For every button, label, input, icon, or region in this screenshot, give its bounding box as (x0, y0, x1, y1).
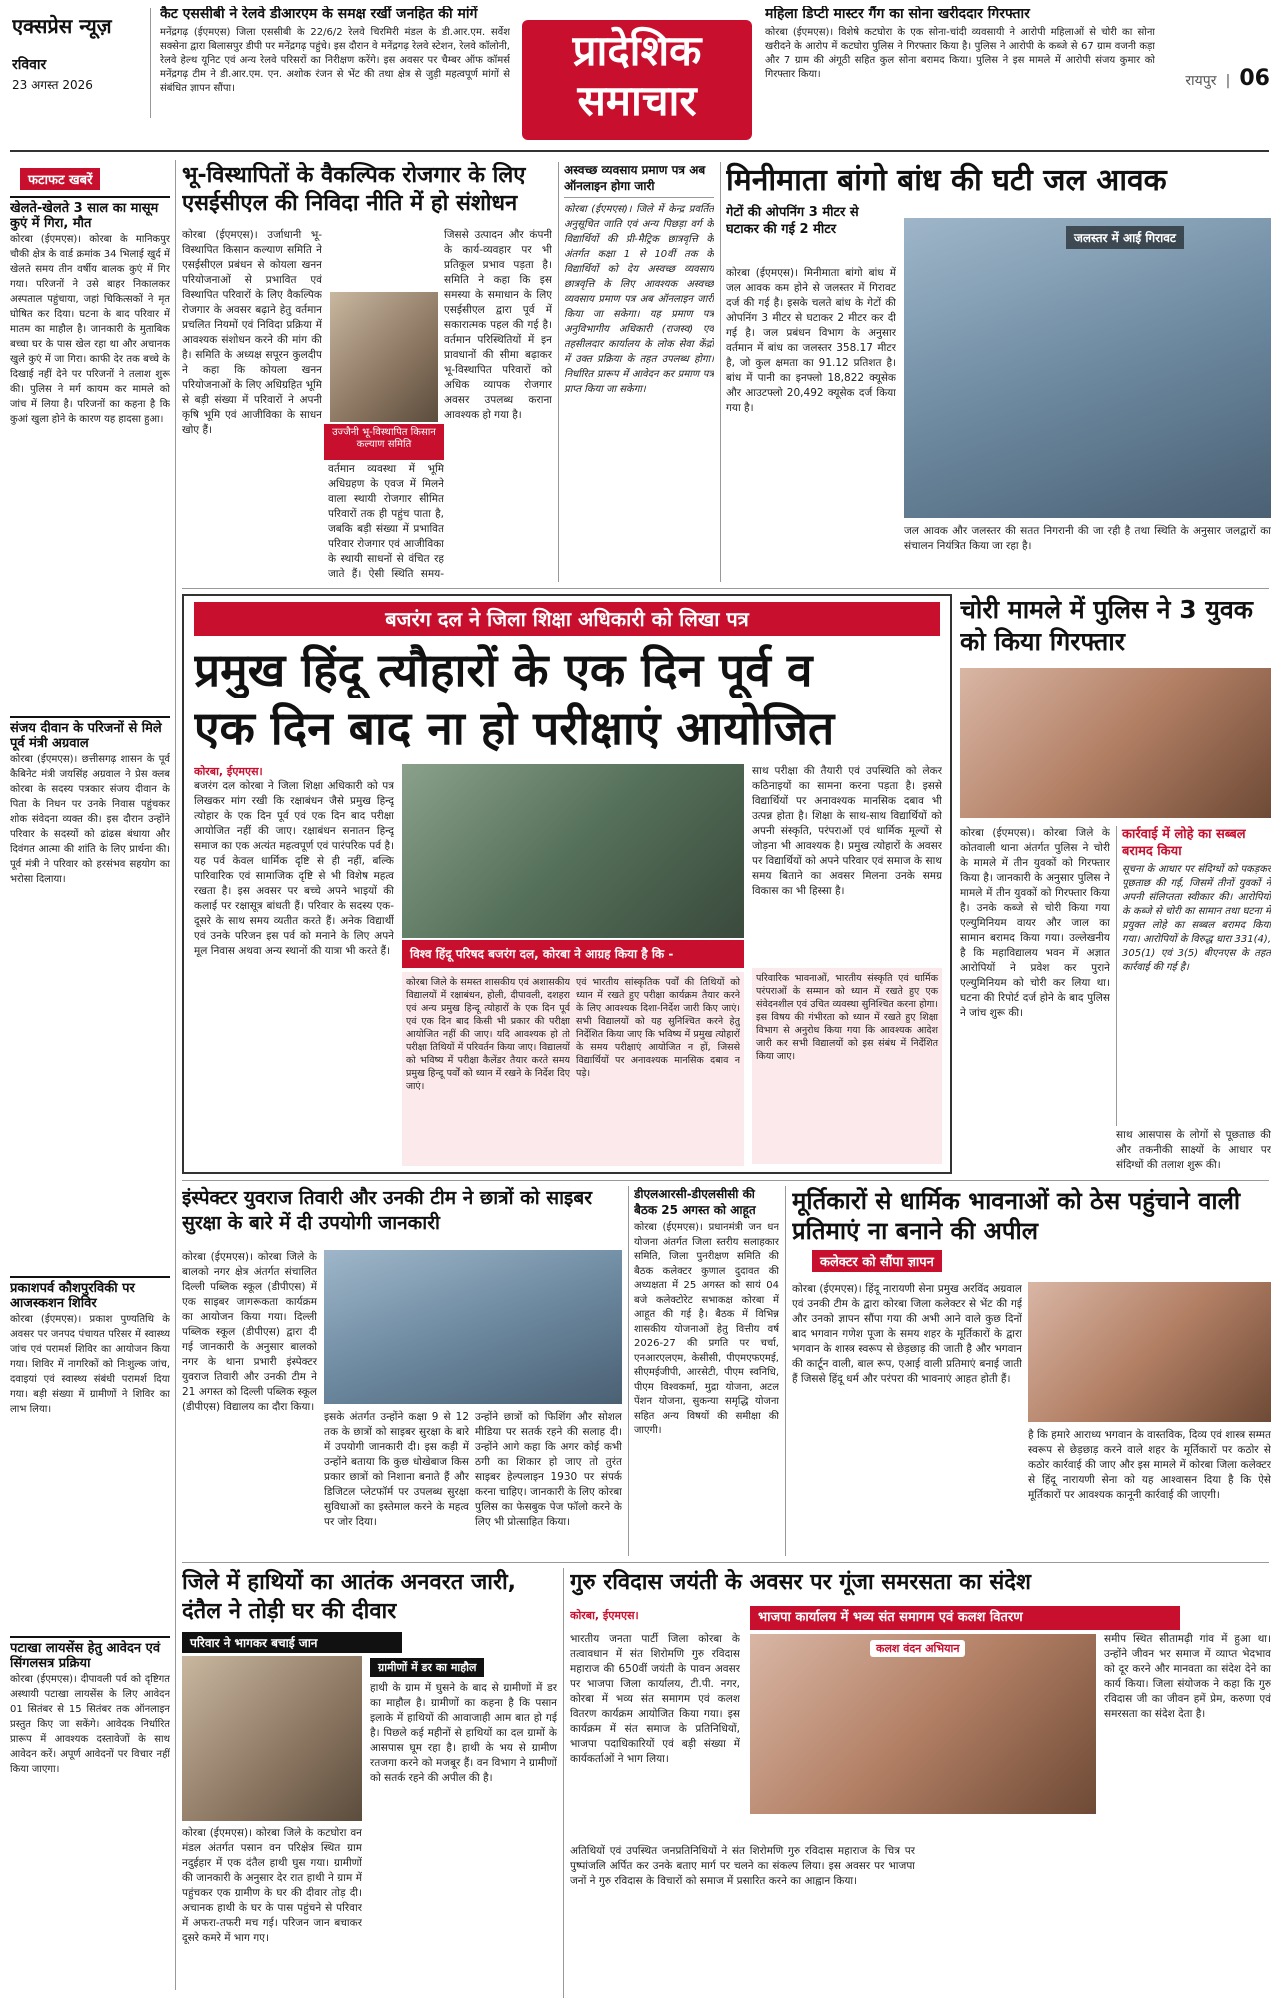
guru-photo (750, 1634, 1096, 1814)
left-story-4-headline: पटाखा लायसेंस हेतु आवेदन एवं सिंगलसत्र प्रक्रिया (10, 1636, 170, 1672)
top-right-body: कोरबा (ईएमएस)। विशेषे कटघोरा के एक सोना-चांदी व्यवसायी ने आरोपी महिलाओं से चोरी का सोना खरीदने के आरोप में कटघोरा पुलिस ने गिरफ्तार किया है। पुलिस ने आरोपी के कब्जे से 67 ग्राम वजनी कड़ा और 7 ग्राम की अंगूठी सहित कुल सोना बरामद किया। पुलिस ने इस मामले में आरोपी संजय कुमार को गिरफ्तार किया। (765, 27, 1155, 81)
dam-photo (904, 218, 1271, 518)
cyber-body-1: कोरबा (ईएमएस)। कोरबा जिले के बालको नगर क्षेत्र अंतर्गत संचालित दिल्ली पब्लिक स्कूल (डीपीएस) में एक साइबर जागरूकता कार्यक्रम का आयोजन किया गया। दिल्ली पब्लिक स्कूल (डीपीएस) द्वारा दी गई जानकारी के अनुसार बालको नगर के थाना प्रभारी इंस्पेक्टर युवराज तिवारी और उनकी टीम ने 21 अगस्त को दिल्ली पब्लिक स्कूल (डीपीएस) विद्यालय का दौरा किया। (182, 1251, 317, 1413)
top-left-headline: कैट एससीबी ने रेलवे डीआरएम के समक्ष रखीं जनहित की मांगें (160, 6, 478, 22)
left-story-2-body: कोरबा (ईएमएस)। छत्तीसगढ़ शासन के पूर्व कैबिनेट मंत्री जयसिंह अग्रवाल ने प्रेस क्लब कोरबा के सदस्य पत्रकार संजय दीवान के पिता के निधन पर उनके निवास पहुंचकर शोक संवेदना व्यक्त की। इस दौरान उन्होंने परिवार के सदस्यों को ढांढस बंधाया और दिवंगत आत्मा की शांति के लिए प्रार्थना की। पूर्व मंत्री ने परिवार को हरसंभव सहयोग का भरोसा दिलाया। (10, 753, 170, 885)
story-bank-meeting (634, 1186, 779, 1556)
section-title-2: समाचार (577, 76, 697, 125)
story-displaced-body-3: जिससे उत्पादन और कंपनी के कार्य-व्यवहार पर भी प्रतिकूल प्रभाव पड़ता है। समिति ने कहा कि इस समस्या के समाधान के लिए एसईसीएल द्वारा पूर्व में सकारात्मक पहल की गई है। वर्तमान परिस्थितियों में इन प्रावधानों की सीमा बढ़ाकर भू-विस्थापित परिवारों को अधिक व्यापक रोजगार अवसर उपलब्ध कराना आवश्यक हो गया है। (444, 229, 552, 421)
elephant-subhead: ग्रामीणों में डर का माहौल (370, 1658, 484, 1677)
lead-story (182, 594, 952, 1174)
dam-headline: मिनीमाता बांगो बांध की घटी जल आवक (726, 163, 1167, 198)
leader-photo-caption: उज्जैनी भू-विस्थापित किसान कल्याण समिति (324, 424, 444, 460)
idol-body-1: कोरबा (ईएमएस)। हिंदू नारायणी सेना प्रमुख अरविंद अग्रवाल एवं उनकी टीम के द्वारा कोरबा जिला कलेक्टर से भेंट की गई और उनको ज्ञापन सौंपा गया की अभी आने वाले कुछ दिनों बाद भगवान गणेश पूजा के समय शहर के मूर्तिकारों के द्वारा भगवान के शास्त्र स्वरूप से छेड़छाड़ की जाती है और भगवान की कार्टून वाली, बाल रूप, एआई वाली प्रतिमाएं बनाई जाती हैं जिससे हिंदू धर्म और परंपरा की भावनाएं आहत होती हैं। (792, 1283, 1022, 1385)
story-certificate-online (564, 162, 714, 582)
left-story-3-headline: प्रकाशपर्व कौशपुरविकी पर आजस्कशन शिविर (10, 1276, 170, 1312)
lead-photo-caption: विश्व हिंदू परिषद बजरंग दल, कोरबा ने आग्रह किया है कि - (402, 940, 744, 968)
certificate-body: कोरबा (ईएमएस)। जिले में केन्द्र प्रवर्तित अनुसूचित जाति एवं अन्य पिछड़ा वर्ग के विद्यार्थियों की प्री-मैट्रिक छात्रवृत्ति के अंतर्गत कक्षा 1 से 10वीं तक के विद्यार्थियों को देय अस्वच्छ व्यवसाय छात्रवृत्ति के लिए आवश्यक अस्वच्छ व्यवसाय प्रमाण पत्र अब ऑनलाइन जारी किया जा सकेगा। यह प्रमाण पत्र अनुविभागीय अधिकारी (राजस्व) एवं तहसीलदार कार्यालय के लोक सेवा केंद्रों में उक्त प्रक्रिया के तहत उपलब्ध होगा। निर्धारित प्रारूप में आवेदन कर प्रमाण पत्र प्राप्त किया जा सकेगा। (564, 204, 714, 395)
leader-photo (330, 292, 438, 422)
bank-meeting-body: कोरबा (ईएमएस)। प्रधानमंत्री जन धन योजना अंतर्गत जिला स्तरीय सलाहकार समिति, जिला पुनरीक्षण समिति की बैठक कलेक्टर कुणाल दुदावत की अध्यक्षता में 25 अगस्त को सायं 04 बजे कलेक्टोरेट सभाकक्ष कोरबा में आहूत की गई है। बैठक में विभिन्न शासकीय योजनाओं हेतु वित्तीय वर्ष 2026-27 की प्रगति पर चर्चा, एनआरएलएम, केसीसी, पीएमएफएमई, सीएमईजीपी, आरसेटी, पीएम स्वनिधि, पीएम विश्वकर्मा, मुद्रा योजना, अटल पेंशन योजना, सुकन्या समृद्धि योजना सहित अन्य विषयों की समीक्षा की जाएगी। (634, 1222, 779, 1436)
story-dam (726, 162, 1271, 582)
left-story-1-body: कोरबा (ईएमएस)। कोरबा के मानिकपुर चौकी क्षेत्र के वार्ड क्रमांक 34 भिलाई खुर्द में खेलते समय तीन वर्षीय बालक कुएं में गिर गया। परिजनों ने उसे बाहर निकालकर अस्पताल पहुंचाया, जहां चिकित्सकों ने मृत घोषित कर दिया। घटना के बाद परिवार में मातम का माहौल है। जानकारी के मुताबिक बच्चा घर के पास खेल रहा था और अचानक खुले कुएं में जा गिरा। काफी देर तक बच्चे के दिखाई नहीं देने पर परिजनों ने तलाश शुरू की। पुलिस ने मर्ग कायम कर मामले को जांच में लिया है। परिजनों का कहना है कि कुआं खुला होने के कारण यह हादसा हुआ। (10, 233, 170, 425)
lead-body-left: बजरंग दल कोरबा ने जिला शिक्षा अधिकारी को पत्र लिखकर मांग रखी कि रक्षाबंधन जैसे प्रमुख हिन्दू त्योहार के एक दिन पूर्व एवं एक दिन बाद परीक्षा आयोजित नहीं की जाए। रक्षाबंधन सनातन हिन्दू समाज का एक अत्यंत महत्वपूर्ण एवं पारंपरिक पर्व है। यह पर्व केवल धार्मिक दृष्टि से ही नहीं, बल्कि पारिवारिक एवं सामाजिक दृष्टि से भी विशेष महत्व रखता है। इस अवसर पर बच्चे अपने भाइयों की कलाई पर रक्षासूत्र बांधती हैं। परिवार के सदस्य एक-दूसरे के साथ समय व्यतीत करते हैं। अनेक विद्यार्थी एवं उनके परिजन इस पर्व को मनाने के लिए अपने मूल निवास अथवा अन्य स्थानों की यात्रा भी करते हैं। (194, 780, 394, 957)
theft-photo (960, 668, 1271, 818)
story-elephant (182, 1568, 557, 1998)
lead-headline-1: प्रमुख हिंदू त्यौहारों के एक दिन पूर्व व (194, 643, 813, 697)
theft-sidebar (1116, 826, 1271, 1126)
page-number: 06 (1239, 66, 1270, 91)
guru-body-3: समीप स्थित सीतामढ़ी गांव में हुआ था। उन्होंने जीवन भर समाज में व्याप्त भेदभाव को दूर करने और मानवता का संदेश देने का कार्य किया। जिला संयोजक ने कहा कि गुरु रविदास जी का जीवन हमें प्रेम, करुणा एवं समरसता का संदेश देता है। (1104, 1633, 1271, 1720)
elephant-headline: जिले में हाथियों का आतंक अनवरत जारी, दंतैल ने तोड़ी घर की दीवार (182, 1570, 517, 1624)
theft-headline: चोरी मामले में पुलिस ने 3 युवक को किया गिरफ्तार (960, 595, 1253, 656)
left-column (10, 160, 170, 2000)
issue-date: 23 अगस्त 2026 (12, 78, 93, 92)
lead-dateline: कोरबा, ईएमएस। (194, 765, 263, 778)
lead-headline-2: एक दिन बाद ना हो परीक्षाएं आयोजित (194, 701, 835, 755)
left-story-1-headline: खेलते-खेलते 3 साल का मासूम कुएं में गिरा, मौत (10, 196, 170, 232)
guru-headline: गुरु रविदास जयंती के अवसर पर गूंजा समरसता का संदेश (570, 1570, 1031, 1595)
dam-photo-caption: जलस्तर में आई गिरावट (1066, 226, 1184, 249)
left-story-2-headline: संजय दीवान के परिजनों से मिले पूर्व मंत्री अग्रवाल (10, 716, 170, 752)
masthead (0, 0, 1279, 160)
lead-body-right-2: परिवारिक भावनाओं, भारतीय संस्कृति एवं धार्मिक परंपराओं के सम्मान को ध्यान में रखते हुए एक संवेदनशील एवं उचित व्यवस्था सुनिश्चित करना होगा। इस विषय की गंभीरता को ध्यान में रखते हुए शिक्षा विभाग से अनुरोध किया गया कि आवश्यक आदेश जारी कर सभी विद्यालयों को इस संबंध में निर्देशित किया जाए। (752, 968, 942, 1164)
theft-sidebar-body: सूचना के आधार पर संदिग्धों को पकड़कर पूछताछ की गई, जिसमें तीनों युवकों ने अपनी संलिप्तता स्वीकार की। आरोपियों के कब्जे से चोरी का सामान तथा घटना में प्रयुक्त लोहे का सब्बल बरामद किया गया। आरोपियों के विरुद्ध धारा 331(4), 305(1) एवं 3(5) बीएनएस के तहत कार्रवाई की गई है। (1122, 864, 1271, 973)
idol-headline: मूर्तिकारों से धार्मिक भावनाओं को ठेस पहुंचाने वाली प्रतिमाएं ना बनाने की अपील (792, 1187, 1241, 1245)
section-banner (522, 20, 752, 140)
guru-body-2: अतिथियों एवं उपस्थित जनप्रतिनिधियों ने संत शिरोमणि गुरु रविदास महाराज के चित्र पर पुष्पांजलि अर्पित कर उनके बताए मार्ग पर चलने का संकल्प लिया। इस अवसर पर भाजपा जनों ने गुरु रविदास के विचारों को समाज में प्रसारित करने का आह्वान किया। (570, 1845, 915, 1887)
idol-tag: कलेक्टर को सौंपा ज्ञापन (812, 1250, 942, 1272)
story-idol-appeal (792, 1186, 1271, 1556)
cyber-headline: इंस्पेक्टर युवराज तिवारी और उनकी टीम ने छात्रों को साइबर सुरक्षा के बारे में दी उपयोगी जानकारी (182, 1187, 593, 1234)
dam-body-2: जल आवक और जलस्तर की सतत निगरानी की जा रही है तथा स्थिति के अनुसार जलद्वारों का संचालन नियंत्रित किया जा रहा है। (904, 525, 1271, 552)
idol-photo (1028, 1282, 1271, 1422)
guru-tag: भाजपा कार्यालय में भव्य संत समागम एवं कलश वितरण (750, 1606, 1180, 1630)
cyber-body-3: उन्होंने छात्रों को फिशिंग और सोशल मीडिया पर सतर्क रहने की सलाह दी। उन्होंने आगे कहा कि अगर कोई कभी ठगी का शिकार हो जाए तो तुरंत साइबर हेल्पलाइन 1930 पर संपर्क करना चाहिए। जानकारी के लिए कोरबा पुलिस का फेसबुक पेज फॉलो करने के लिए भी प्रोत्साहित किया। (475, 1411, 622, 1528)
elephant-tag: परिवार ने भागकर बचाई जान (182, 1632, 402, 1653)
elephant-right-column (370, 1656, 557, 1998)
top-right-story (765, 6, 1155, 126)
lead-right-column (752, 764, 942, 1166)
lead-body-right-1: साथ परीक्षा की तैयारी एवं उपस्थिति को लेकर कठिनाइयों का सामना करना पड़ता है। इससे विद्यार्थियों पर अनावश्यक मानसिक दबाव भी उत्पन्न होता है। शिक्षा के साथ-साथ विद्यार्थियों को अपनी संस्कृति, परंपराओं एवं धार्मिक मूल्यों से जोड़ना भी आवश्यक है। प्रमुख त्योहारों के अवसर पर विद्यार्थियों को अपने परिवार एवं समाज के साथ समय बिताने का अवसर मिलना उनके समग्र विकास का भी हिस्सा है। (752, 765, 942, 897)
issue-day: रविवार (12, 57, 47, 73)
city-name: रायपुर (1185, 73, 1217, 89)
dam-subhead: गेटों की ओपनिंग 3 मीटर से घटाकर की गई 2 मीटर (726, 205, 859, 237)
theft-sidebar-headline: कार्रवाई में लोहे का सब्बल बरामद किया (1122, 827, 1246, 859)
top-right-headline: महिला डिप्टी मास्टर गैंग का सोना खरीददार गिरफ्तार (765, 6, 1030, 22)
story-displaced-body-2: वर्तमान व्यवस्था में भूमि अधिग्रहण के एवज में मिलने वाला स्थायी रोजगार सीमित परिवारों तक ही पहुंच पाता है, जबकि बड़ी संख्या में प्रभावित परिवार रोजगार एवं आजीविका के स्थायी साधनों से वंचित रह जाते हैं। ऐसी स्थिति समय- (328, 463, 444, 580)
lead-demands-box (402, 972, 744, 1166)
story-displaced-headline: भू-विस्थापितों के वैकल्पिक रोजगार के लिए एसईसीएल की निविदा नीति में हो संशोधन (182, 163, 526, 216)
elephant-body-2: हाथी के ग्राम में घुसने के बाद से ग्रामीणों में डर का माहौल है। ग्रामीणों का कहना है कि पसान इलाके में हाथियों की आवाजाही आम बात हो गई है। पिछले कई महीनों से हाथियों का दल ग्रामों के आसपास घूम रहा है। हाथी के भय से ग्रामीण रतजगा करने को मजबूर हैं। वन विभाग ने ग्रामीणों को सतर्क रहने की अपील की है। (370, 1682, 557, 1784)
elephant-photo (182, 1656, 362, 1821)
cyber-photo (324, 1250, 622, 1404)
lead-kicker: बजरंग दल ने जिला शिक्षा अधिकारी को लिखा पत्र (194, 602, 940, 636)
left-story-3-body: कोरबा (ईएमएस)। प्रकाश पुण्यतिथि के अवसर पर जनपद पंचायत परिसर में स्वास्थ्य जांच एवं परामर्श शिविर का आयोजन किया गया। शिविर में नागरिकों को निःशुल्क जांच, दवाइयां एवं स्वास्थ्य संबंधी परामर्श दिया गया। बड़ी संख्या में ग्रामीणों ने शिविर का लाभ लिया। (10, 1313, 170, 1415)
elephant-body-1: कोरबा (ईएमएस)। कोरबा जिले के कटघोरा वन मंडल अंतर्गत पसान वन परिक्षेत्र स्थित ग्राम नदुईहार में एक दंतैल हाथी घुस गया। ग्रामीणों की जानकारी के अनुसार देर रात हाथी ने ग्राम में पहुंचकर एक ग्रामीण के घर की दीवार तोड़ दी। अचानक हाथी के घर के पास पहुंचने से परिवार में अफरा-तफरी मच गई। परिजन जान बचाकर दूसरे कमरे में भाग गए। (182, 1827, 362, 1944)
story-displaced-employment (182, 162, 552, 582)
lead-left-column (194, 764, 394, 1166)
story-theft (960, 594, 1271, 1174)
brand-block (12, 12, 142, 112)
page-meta: रायपुर | 06 (1185, 66, 1270, 91)
guru-dateline: कोरबा, ईएमएस। (570, 1609, 639, 1622)
top-left-body: मनेंद्रगढ़ (ईएमएस) जिला एससीबी के 22/6/2 रेलवे चिरमिरी मंडल के डी.आर.एम. सर्वेश सक्सेना द्वारा बिलासपुर डीपी पर मनेंद्रगढ़ पहुंचे। इस दौरान वे मनेंद्रगढ़ रेलवे स्टेशन, रेलवे कॉलोनी, रेलवे हेल्थ यूनिट एवं अन्य रेलवे परिसरों का निरीक्षण करेंगे। इस अवसर पर चैम्बर ऑफ कॉमर्स मनेंद्रगढ़ टीम ने डी.आर.एम. एन. अशोक रंजन से भेंट की तथा क्षेत्र से जुड़ी महत्वपूर्ण मांगों से संबंधित ज्ञापन सौंपा। (160, 27, 510, 95)
theft-body-2: साथ आसपास के लोगों से पूछताछ की और तकनीकी साक्ष्यों के आधार पर संदिग्धों की तलाश शुरू की। (1116, 1129, 1271, 1171)
idol-body-3: है कि हमारे आराध्य भगवान के वास्तविक, दिव्य एवं शास्त्र सम्मत स्वरूप से छेड़छाड़ करने वाले शहर के मूर्तिकारों पर कठोर से कठोर कार्रवाई की जाए और इस मामले में कोरबा जिला कलेक्टर से हिंदू नारायणी सेना को यह आश्वासन दिया है कि ऐसे मूर्तिकारों पर आवश्यक कानूनी कार्रवाई की जाएगी। (1028, 1429, 1271, 1501)
theft-body: कोरबा (ईएमएस)। कोरबा जिले के कोतवाली थाना अंतर्गत पुलिस ने चोरी के मामले में तीन युवकों को गिरफ्तार किया है। जानकारी के अनुसार पुलिस ने मामले में तीन युवकों को गिरफ्तार किया है। उनके कब्जे से चोरी किया गया एल्युमिनियम वायर और जाल का सामान बरामद किया गया। उल्लेखनीय है कि महाविद्यालय भवन में अज्ञात आरोपियों ने प्रवेश कर पुराने एल्युमिनियम को चोरी कर लिया था। घटना की रिपोर्ट दर्ज होने के बाद पुलिस ने जांच शुरू की। (960, 827, 1110, 1019)
left-story-4-body: कोरबा (ईएमएस)। दीपावली पर्व को दृष्टिगत अस्थायी पटाखा लायसेंस के लिए आवेदन 01 सितंबर से 15 सितंबर तक ऑनलाइन प्रस्तुत किए जा सकेंगे। आवेदक निर्धारित प्रारूप में आवश्यक दस्तावेजों के साथ आवेदन करें। अपूर्ण आवेदनों पर विचार नहीं किया जाएगा। (10, 1673, 170, 1775)
story-cyber (182, 1186, 622, 1556)
guru-body-1: भारतीय जनता पार्टी जिला कोरबा के तत्वावधान में संत शिरोमणि गुरु रविदास महाराज की 650वीं जयंती के पावन अवसर पर भाजपा जिला कार्यालय, टी.पी. नगर, कोरबा में भव्य संत समागम एवं कलश वितरण कार्यक्रम आयोजित किया गया। इस कार्यक्रम में संत समाज के प्रतिनिधियों, भाजपा पदाधिकारियों एवं बड़ी संख्या में कार्यकर्ताओं ने भाग लिया। (570, 1633, 740, 1765)
quick-news-label: फटाफट खबरें (20, 168, 100, 190)
dam-body-1: कोरबा (ईएमएस)। मिनीमाता बांगो बांध में जल आवक कम होने से जलस्तर में गिरावट दर्ज की गई है। इसके चलते बांध के गेटों की ओपनिंग 3 मीटर से घटाकर 2 मीटर कर दी गई है। जल प्रबंधन विभाग के अनुसार वर्तमान में बांध का जलस्तर 358.17 मीटर है, जो कुल क्षमता का 91.12 प्रतिशत है। बांध में पानी का इनफ्लो 18,822 क्यूसेक और आउटफ्लो 20,492 क्यूसेक दर्ज किया गया है। (726, 267, 896, 414)
certificate-headline: अस्वच्छ व्यवसाय प्रमाण पत्र अब ऑनलाइन होगा जारी (564, 162, 714, 198)
section-title-1: प्रादेशिक (572, 26, 702, 75)
lead-demands-a: कोरबा जिले के समस्त शासकीय एवं अशासकीय विद्यालयों में रक्षाबंधन, होली, दीपावली, दशहरा एवं अन्य प्रमुख हिन्दू त्योहारों के एक दिन पूर्व एवं एक दिन बाद किसी भी प्रकार की परीक्षा आयोजित नहीं की जाए। यदि आवश्यक हो तो परीक्षा तिथियों में परिवर्तन किया जाए। विद्यालयों को भविष्य में परीक्षा कैलेंडर तैयार करते समय प्रमुख हिन्दू पर्वों को ध्यान में रखने के निर्देश दिए जाएं। (406, 977, 570, 1092)
story-guru-ravidas (570, 1568, 1271, 1998)
top-left-story (160, 6, 510, 126)
story-displaced-body-1: कोरबा (ईएमएस)। उर्जाधानी भू-विस्थापित किसान कल्याण समिति ने एसईसीएल प्रबंधन से कोयला खनन परियोजनाओं से प्रभावित एवं विस्थापित परिवारों के लिए वैकल्पिक रोजगार के अवसर बढ़ाने हेतु वर्तमान प्रचलित नियमों एवं निविदा प्रक्रिया में आवश्यक संशोधन करने की मांग की है। समिति के अध्यक्ष सपूरन कुलदीप ने कहा कि कोयला खनन परियोजनाओं के लिए अधिग्रहित भूमि से बड़ी संख्या में परिवारों ने अपनी कृषि भूमि एवं आजीविका के साधन खोए हैं। (182, 229, 322, 436)
guru-photo-banner: कलश वंदन अभियान (870, 1640, 965, 1657)
brand-name: एक्सप्रेस न्यूज़ (12, 14, 112, 38)
bank-meeting-headline: डीएलआरसी-डीएलसीसी की बैठक 25 अगस्त को आहूत (634, 1187, 756, 1217)
cyber-body-2: इसके अंतर्गत उन्होंने कक्षा 9 से 12 तक के छात्रों को साइबर सुरक्षा के बारे में उपयोगी जानकारी दी। इस कड़ी में उन्होंने बताया कि कुछ धोखेबाज किस प्रकार छात्रों को निशाना बनाते हैं और डिजिटल प्लेटफॉर्म पर उपलब्ध सुरक्षा सुविधाओं का इस्तेमाल करने के महत्व पर जोर दिया। (324, 1411, 469, 1528)
lead-group-photo (402, 764, 744, 938)
lead-demands-b: एवं भारतीय सांस्कृतिक पर्वों की तिथियों को ध्यान में रखते हुए परीक्षा कार्यक्रम तैयार करने के लिए आवश्यक दिशा-निर्देश जारी किए जाएं। सभी विद्यालयों को यह सुनिश्चित करने हेतु निर्देशित किया जाए कि भविष्य में प्रमुख त्योहारों के समय परीक्षाएं आयोजित न हों, जिससे विद्यार्थियों पर अनावश्यक मानसिक दबाव न पड़े। (576, 977, 740, 1079)
